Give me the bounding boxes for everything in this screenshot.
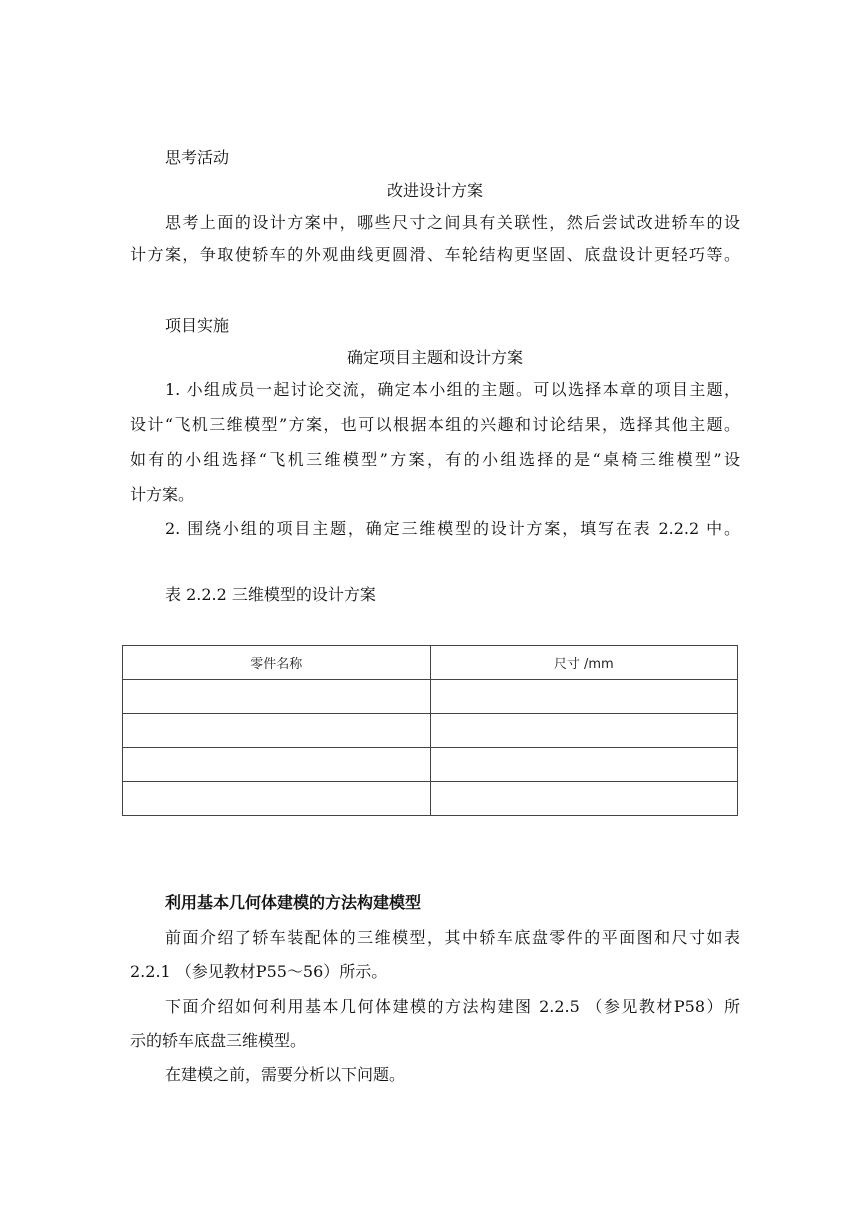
section-heading-thinking-activity: 思考活动 bbox=[165, 148, 230, 167]
section-title-improve-design: 改进设计方案 bbox=[386, 181, 483, 200]
list-item-line: 2. 围绕小组的项目主题，确定三维模型的设计方案，填写在表 2.2.2 中。 bbox=[165, 519, 740, 538]
section-title-determine-theme: 确定项目主题和设计方案 bbox=[346, 348, 523, 367]
paragraph-line: 在建模之前，需要分析以下问题。 bbox=[165, 1065, 406, 1084]
section-heading-project-implementation: 项目实施 bbox=[165, 316, 230, 335]
section-heading-basic-geometry-modeling: 利用基本几何体建模的方法构建模型 bbox=[165, 893, 422, 912]
table-cell bbox=[123, 748, 431, 782]
paragraph-line: 计方案，争取使轿车的外观曲线更圆滑、车轮结构更坚固、底盘设计更轻巧等。 bbox=[130, 245, 740, 264]
table-cell bbox=[430, 748, 738, 782]
list-item-line: 计方案。 bbox=[130, 485, 195, 504]
table-caption: 表 2.2.2 三维模型的设计方案 bbox=[165, 585, 376, 604]
table-row bbox=[123, 748, 738, 782]
table-cell bbox=[430, 714, 738, 748]
column-header-size: 尺寸 /mm bbox=[430, 646, 738, 680]
table-cell bbox=[430, 680, 738, 714]
paragraph-line: 下面介绍如何利用基本几何体建模的方法构建图 2.2.5 （参见教材P58）所 bbox=[165, 997, 740, 1016]
table-row bbox=[123, 782, 738, 816]
list-item-line: 如有的小组选择“飞机三维模型”方案，有的小组选择的是“桌椅三维模型”设 bbox=[130, 450, 740, 469]
paragraph-line: 前面介绍了轿车装配体的三维模型，其中轿车底盘零件的平面图和尺寸如表 bbox=[165, 928, 740, 947]
table-cell bbox=[430, 782, 738, 816]
list-item-line: 1. 小组成员一起讨论交流，确定本小组的主题。可以选择本章的项目主题， bbox=[165, 380, 740, 399]
table-cell bbox=[123, 782, 431, 816]
table-cell bbox=[123, 680, 431, 714]
table-row bbox=[123, 714, 738, 748]
paragraph-line: 2.2.1 （参见教材P55～56）所示。 bbox=[130, 962, 388, 981]
table-row bbox=[123, 680, 738, 714]
design-table bbox=[122, 645, 738, 816]
column-header-part-name: 零件名称 bbox=[123, 646, 431, 680]
table-cell bbox=[123, 714, 431, 748]
paragraph-line: 思考上面的设计方案中，哪些尺寸之间具有关联性，然后尝试改进轿车的设 bbox=[165, 213, 740, 232]
table-header-row bbox=[123, 646, 738, 680]
list-item-line: 设计“飞机三维模型”方案，也可以根据本组的兴趣和讨论结果，选择其他主题。 bbox=[130, 415, 740, 434]
paragraph-line: 示的轿车底盘三维模型。 bbox=[130, 1031, 307, 1050]
